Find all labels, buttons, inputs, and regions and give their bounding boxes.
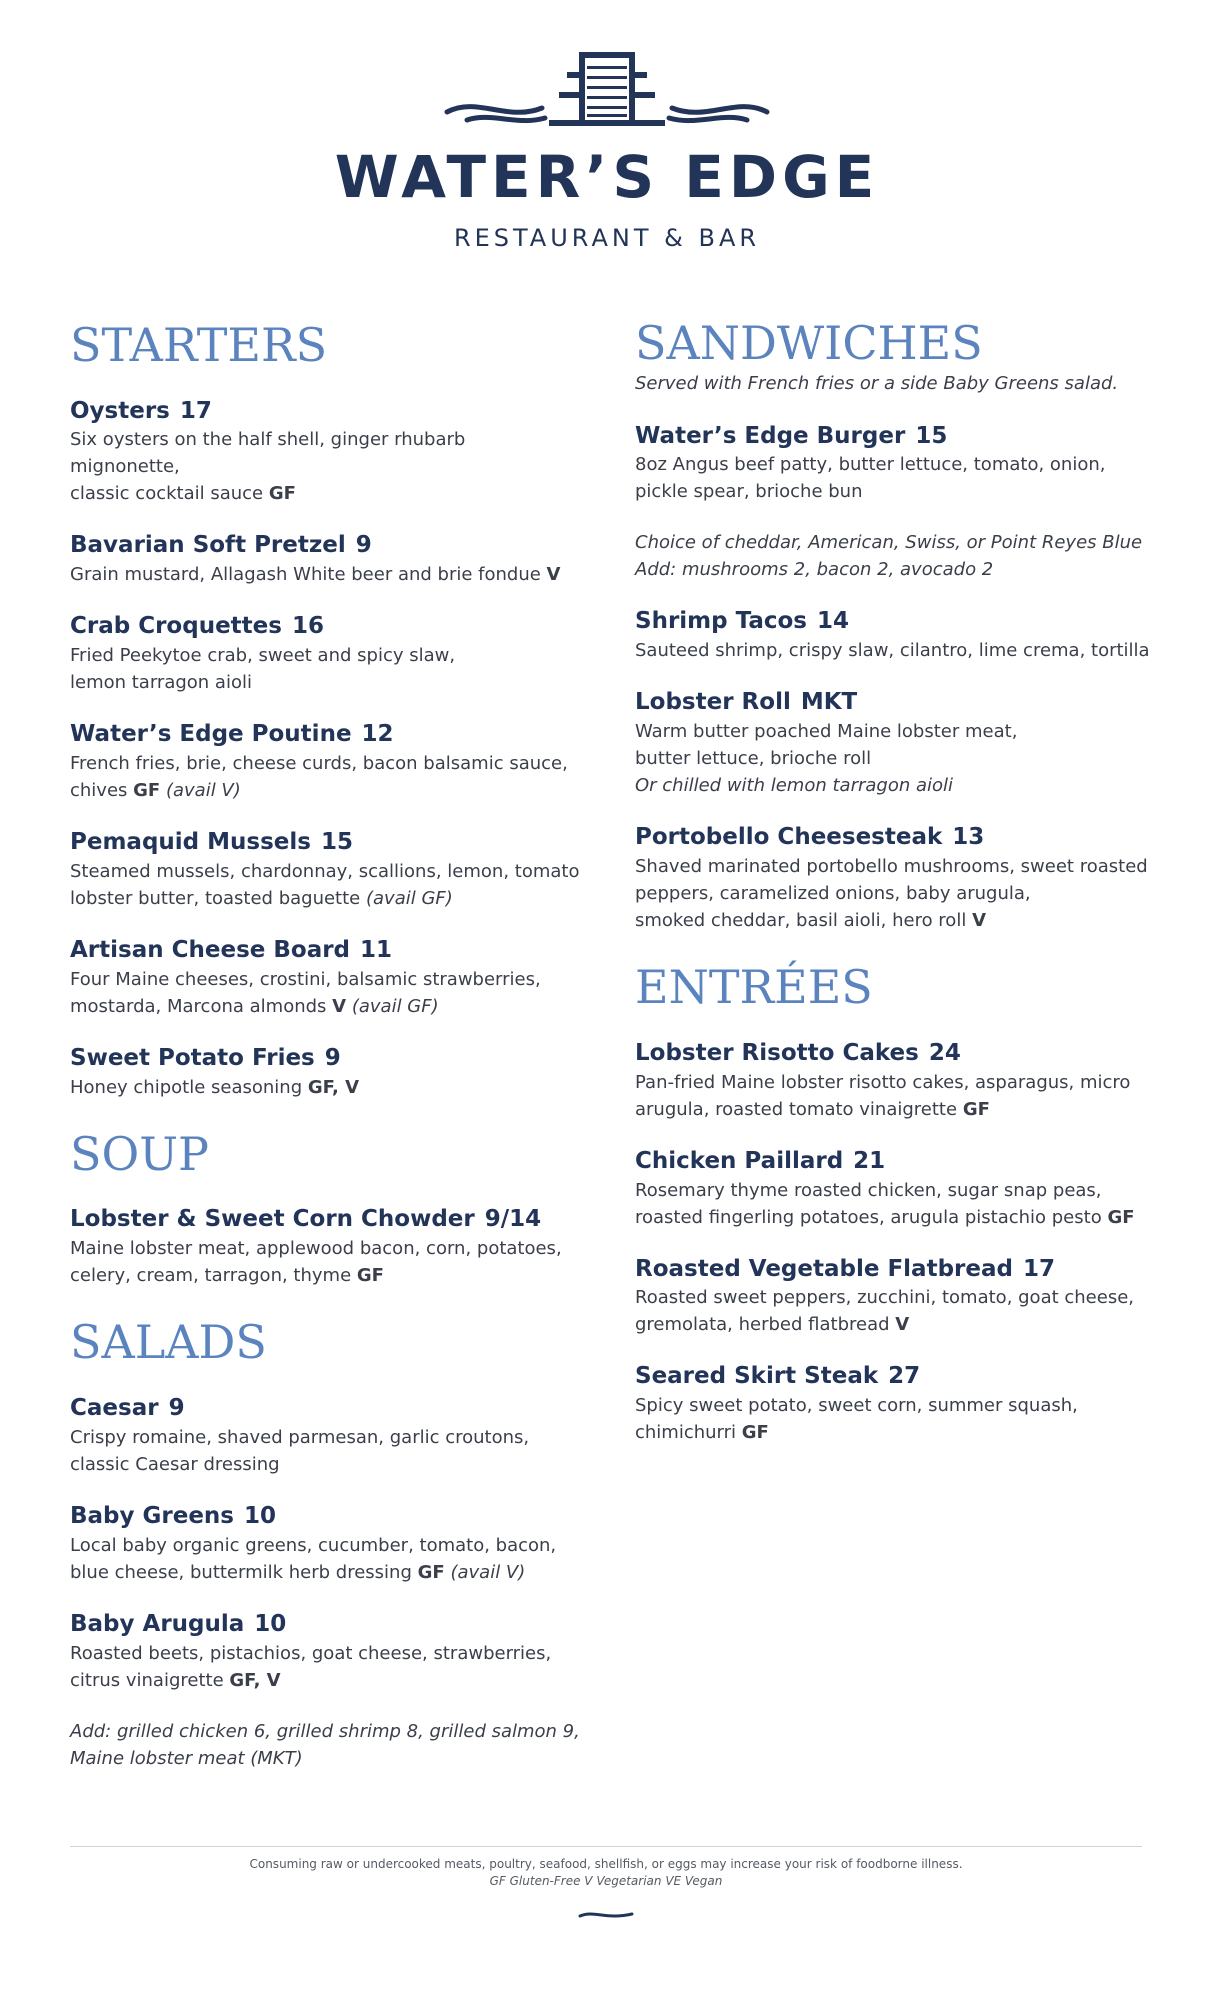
soup-section <box>70 1126 580 1289</box>
section-title-sandwiches: SANDWICHES <box>635 316 983 370</box>
item-name: Water’s Edge Poutine <box>70 721 352 748</box>
availability-note: (avail GF) <box>365 888 453 910</box>
menu-right-column <box>635 318 1155 1474</box>
menu-item <box>635 1039 1155 1123</box>
section-title-salads: SALADS <box>70 1315 267 1370</box>
item-name: Artisan Cheese Board <box>70 937 351 964</box>
item-price: 9 <box>168 1394 185 1421</box>
item-description: Maine lobster meat, applewood bacon, corn, potatoes, celery, cream, tarragon, thyme GF <box>70 1238 562 1287</box>
item-price: 17 <box>1022 1255 1055 1282</box>
item-price: 15 <box>320 829 353 856</box>
menu-item <box>635 1362 1155 1446</box>
menu-item <box>70 1394 580 1478</box>
availability-note: (avail V) <box>165 780 241 802</box>
item-price: 27 <box>888 1363 921 1390</box>
sandwiches-section <box>635 318 1155 934</box>
dietary-legend: GF Gluten-Free V Vegetarian VE Vegan <box>489 1874 723 1888</box>
menu-item <box>70 397 580 508</box>
item-price: 17 <box>179 397 212 424</box>
salad-add-ons: Add: grilled chicken 6, grilled shrimp 8, grilled salmon 9, Maine lobster meat (MKT) <box>70 1720 580 1769</box>
dietary-tag: GF, V <box>307 1076 360 1098</box>
item-description: Roasted sweet peppers, zucchini, tomato, goat cheese, gremolata, herbed flatbread V <box>635 1287 1135 1336</box>
item-description: Fried Peekytoe crab, sweet and spicy slaw, lemon tarragon aioli <box>70 645 456 694</box>
item-price: 13 <box>952 824 985 851</box>
starters-section <box>70 320 580 1101</box>
item-name: Crab Croquettes <box>70 613 282 640</box>
alternate-option: Or chilled with lemon tarragon aioli <box>635 775 954 797</box>
dietary-tag: V <box>895 1314 910 1336</box>
item-price: 15 <box>915 422 948 449</box>
dietary-tag: GF, V <box>229 1669 281 1691</box>
section-title-starters: STARTERS <box>70 318 328 372</box>
item-name: Lobster & Sweet Corn Chowder <box>70 1206 475 1233</box>
item-name: Oysters <box>70 397 170 424</box>
dietary-tag: GF <box>1107 1206 1135 1228</box>
item-price: 16 <box>291 613 324 640</box>
item-price: 9 <box>324 1044 341 1071</box>
item-price: 11 <box>360 937 393 964</box>
item-description: French fries, brie, cheese curds, bacon balsamic sauce, chives GF (avail V) <box>70 753 568 802</box>
item-price: MKT <box>800 689 858 716</box>
item-price: 9 <box>355 532 372 559</box>
item-name: Chicken Paillard <box>635 1147 844 1174</box>
menu-item <box>635 823 1155 934</box>
dietary-tag: GF <box>133 780 161 802</box>
entrees-section <box>635 962 1155 1446</box>
dietary-tag: GF <box>268 483 296 505</box>
dietary-tag: GF <box>356 1265 384 1287</box>
item-description: Grain mustard, Allagash White beer and brie fondue V <box>70 564 561 586</box>
item-description: Shaved marinated portobello mushrooms, sweet roasted peppers, caramelized onions, baby arugula, smoked cheddar, basil aioli, hero roll V <box>635 856 1148 932</box>
menu-item <box>70 1044 580 1101</box>
item-price: 12 <box>361 721 394 748</box>
dietary-tag: GF <box>417 1561 445 1583</box>
item-description: Local baby organic greens, cucumber, tomato, bacon, blue cheese, buttermilk herb dressing GF (avail V) <box>70 1534 557 1583</box>
item-name: Caesar <box>70 1394 159 1421</box>
section-title-soup: SOUP <box>70 1126 209 1181</box>
restaurant-logo <box>0 50 1214 252</box>
section-title-entrees: ENTRÉES <box>635 960 873 1015</box>
item-name: Seared Skirt Steak <box>635 1363 879 1390</box>
menu-item <box>70 828 580 912</box>
dietary-tag: GF <box>962 1098 990 1120</box>
item-name: Pemaquid Mussels <box>70 829 311 856</box>
item-price: 10 <box>254 1610 287 1637</box>
menu-item <box>70 612 580 696</box>
item-description: 8oz Angus beef patty, butter lettuce, tomato, onion, pickle spear, brioche bun <box>635 454 1106 503</box>
item-description: Four Maine cheeses, crostini, balsamic strawberries, mostarda, Marcona almonds V (avail GF) <box>70 968 541 1017</box>
item-description: Spicy sweet potato, sweet corn, summer squash, chimichurri GF <box>635 1395 1078 1444</box>
item-description: Six oysters on the half shell, ginger rhubarb mignonette, classic cocktail sauce GF <box>70 429 466 505</box>
item-name: Roasted Vegetable Flatbread <box>635 1255 1013 1282</box>
menu-item <box>635 1255 1155 1339</box>
menu-item <box>70 1502 580 1586</box>
menu-item <box>635 688 1155 799</box>
item-price: 10 <box>244 1502 277 1529</box>
brand-name: WATER’S EDGE <box>334 143 880 211</box>
item-description: Sauteed shrimp, crispy slaw, cilantro, lime crema, tortilla <box>635 640 1150 662</box>
menu-footer <box>70 1846 1142 1922</box>
menu-item <box>70 1205 580 1289</box>
menu-item <box>70 720 580 804</box>
menu-item <box>70 1610 580 1694</box>
item-name: Water’s Edge Burger <box>635 422 906 449</box>
item-name: Sweet Potato Fries <box>70 1044 315 1071</box>
dock-waves-icon <box>437 50 777 130</box>
item-description: Steamed mussels, chardonnay, scallions, lemon, tomato lobster butter, toasted baguette (avail GF) <box>70 861 580 910</box>
wave-icon <box>576 1908 636 1922</box>
item-description: Warm butter poached Maine lobster meat, butter lettuce, brioche roll Or chilled with lemon tarragon aioli <box>635 721 1018 797</box>
item-price: 24 <box>928 1039 961 1066</box>
item-description: Pan-fried Maine lobster risotto cakes, asparagus, micro arugula, roasted tomato vinaigrette GF <box>635 1071 1131 1120</box>
salads-section <box>70 1317 580 1771</box>
item-name: Lobster Roll <box>635 689 791 716</box>
burger-options: Choice of cheddar, American, Swiss, or Point Reyes Blue Add: mushrooms 2, bacon 2, avocado 2 <box>635 532 1143 581</box>
menu-item <box>70 936 580 1020</box>
item-price: 9/14 <box>484 1206 542 1233</box>
item-name: Bavarian Soft Pretzel <box>70 532 346 559</box>
availability-note: (avail V) <box>450 1561 526 1583</box>
item-name: Lobster Risotto Cakes <box>635 1039 919 1066</box>
menu-item <box>70 531 580 588</box>
item-description: Rosemary thyme roasted chicken, sugar snap peas, roasted fingerling potatoes, arugula pistachio pesto GF <box>635 1179 1135 1228</box>
dietary-tag: GF <box>741 1422 769 1444</box>
food-safety-disclaimer: Consuming raw or undercooked meats, poultry, seafood, shellfish, or eggs may increase your risk of foodborne illness. <box>249 1857 963 1871</box>
section-note: Served with French fries or a side Baby Greens salad. <box>635 372 1119 394</box>
item-description: Crispy romaine, shaved parmesan, garlic croutons, classic Caesar dressing <box>70 1426 530 1475</box>
dietary-tag: V <box>332 995 347 1017</box>
menu-item <box>635 607 1155 664</box>
item-name: Baby Arugula <box>70 1610 245 1637</box>
menu-left-column <box>70 320 580 1800</box>
menu-item <box>635 1147 1155 1231</box>
brand-subtitle: RESTAURANT & BAR <box>453 224 761 252</box>
item-description: Honey chipotle seasoning GF, V <box>70 1076 360 1098</box>
item-price: 14 <box>816 608 849 635</box>
dietary-tag: V <box>972 910 986 932</box>
item-price: 21 <box>853 1147 886 1174</box>
item-name: Portobello Cheesesteak <box>635 824 943 851</box>
item-name: Baby Greens <box>70 1502 234 1529</box>
dietary-tag: V <box>546 564 561 586</box>
item-description: Roasted beets, pistachios, goat cheese, strawberries, citrus vinaigrette GF, V <box>70 1642 552 1691</box>
item-name: Shrimp Tacos <box>635 608 807 635</box>
availability-note: (avail GF) <box>351 995 439 1017</box>
menu-item <box>635 422 1155 506</box>
